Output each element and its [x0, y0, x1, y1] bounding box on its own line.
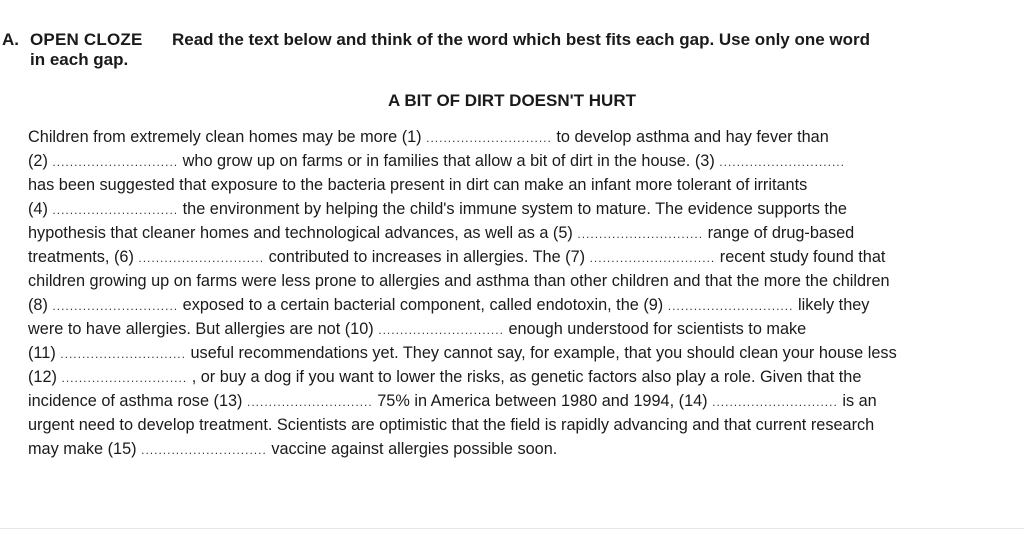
passage-line [28, 221, 1018, 245]
passage-line [28, 317, 1018, 341]
gap-blank[interactable]: ............................. [141, 443, 267, 457]
passage-text: (4) [28, 200, 53, 218]
gap-blank[interactable]: ............................. [426, 131, 552, 145]
passage-line [28, 125, 1018, 149]
passage-line [28, 293, 1018, 317]
gap-blank[interactable]: ............................. [378, 323, 504, 337]
passage-line [28, 437, 1018, 461]
gap-blank[interactable]: ............................. [60, 347, 186, 361]
passage-body [28, 125, 1018, 461]
passage-text: Children from extremely clean homes may be more (1) [28, 128, 427, 146]
passage-text: were to have allergies. But allergies are not (10) [28, 320, 379, 338]
passage-text: useful recommendations yet. They cannot say, for example, that you should clean your house less [185, 344, 897, 362]
gap-blank[interactable]: ............................. [52, 155, 179, 169]
passage-line [28, 173, 1018, 197]
gap-blank[interactable]: ............................. [247, 395, 373, 409]
passage-text: children growing up on farms were less prone to allergies and asthma than other children and that the more the children [28, 272, 890, 290]
gap-blank[interactable]: ............................. [61, 371, 188, 385]
passage-text: urgent need to develop treatment. Scientists are optimistic that the field is rapidly advancing and that current research [28, 416, 875, 434]
gap-blank[interactable]: ............................. [712, 395, 838, 409]
gap-blank[interactable]: ............................. [589, 251, 716, 265]
instruction-line-1: Read the text below and think of the word which best fits each gap. Use only one word [172, 30, 871, 49]
page-divider [0, 528, 1024, 529]
instruction-line-2: in each gap. [30, 50, 129, 69]
passage-text: exposed to a certain bacterial component, called endotoxin, the (9) [178, 296, 668, 314]
passage-text: (11) [28, 344, 61, 362]
passage-text: range of drug-based [703, 224, 855, 242]
passage-line [28, 341, 1018, 365]
passage-line [28, 197, 1018, 221]
passage-text: , or buy a dog if you want to lower the risks, as genetic factors also play a role. Given that the [187, 368, 862, 386]
passage-line [28, 413, 1018, 437]
passage-text: recent study found that [715, 248, 886, 266]
gap-blank[interactable]: ............................. [667, 299, 794, 313]
passage-text: treatments, (6) [28, 248, 139, 266]
passage-title: A BIT OF DIRT DOESN'T HURT [387, 91, 636, 110]
passage-text: (2) [28, 152, 53, 170]
passage-text: (12) [28, 368, 62, 386]
passage-text: 75% in America between 1980 and 1994, (14) [372, 392, 713, 410]
passage-text: the environment by helping the child's immune system to mature. The evidence supports the [178, 200, 847, 218]
passage-text: (8) [28, 296, 53, 314]
passage-text: incidence of asthma rose (13) [28, 392, 248, 410]
passage-text: who grow up on farms or in families that allow a bit of dirt in the house. (3) [178, 152, 720, 170]
passage-line [28, 245, 1018, 269]
gap-blank[interactable]: ............................. [719, 155, 845, 169]
passage-text: may make (15) [28, 440, 142, 458]
passage-line [28, 269, 1018, 293]
passage-line [28, 389, 1018, 413]
passage-text: hypothesis that cleaner homes and technological advances, as well as a (5) [28, 224, 578, 242]
gap-blank[interactable]: ............................. [138, 251, 265, 265]
passage-text: is an [837, 392, 877, 410]
exercise-label: OPEN CLOZE [30, 30, 143, 49]
gap-blank[interactable]: ............................. [52, 299, 179, 313]
exercise-mark: A. [2, 30, 19, 49]
passage-text: has been suggested that exposure to the bacteria present in dirt can make an infant more tolerant of irritants [28, 176, 808, 194]
passage-text: to develop asthma and hay fever than [551, 128, 829, 146]
passage-text: enough understood for scientists to make [503, 320, 807, 338]
passage-line [28, 149, 1018, 173]
passage-text: likely they [793, 296, 870, 314]
passage-text: vaccine against allergies possible soon. [266, 440, 558, 458]
passage-text: contributed to increases in allergies. The (7) [264, 248, 590, 266]
gap-blank[interactable]: ............................. [52, 203, 179, 217]
gap-blank[interactable]: ............................. [577, 227, 704, 241]
passage-line [28, 365, 1018, 389]
